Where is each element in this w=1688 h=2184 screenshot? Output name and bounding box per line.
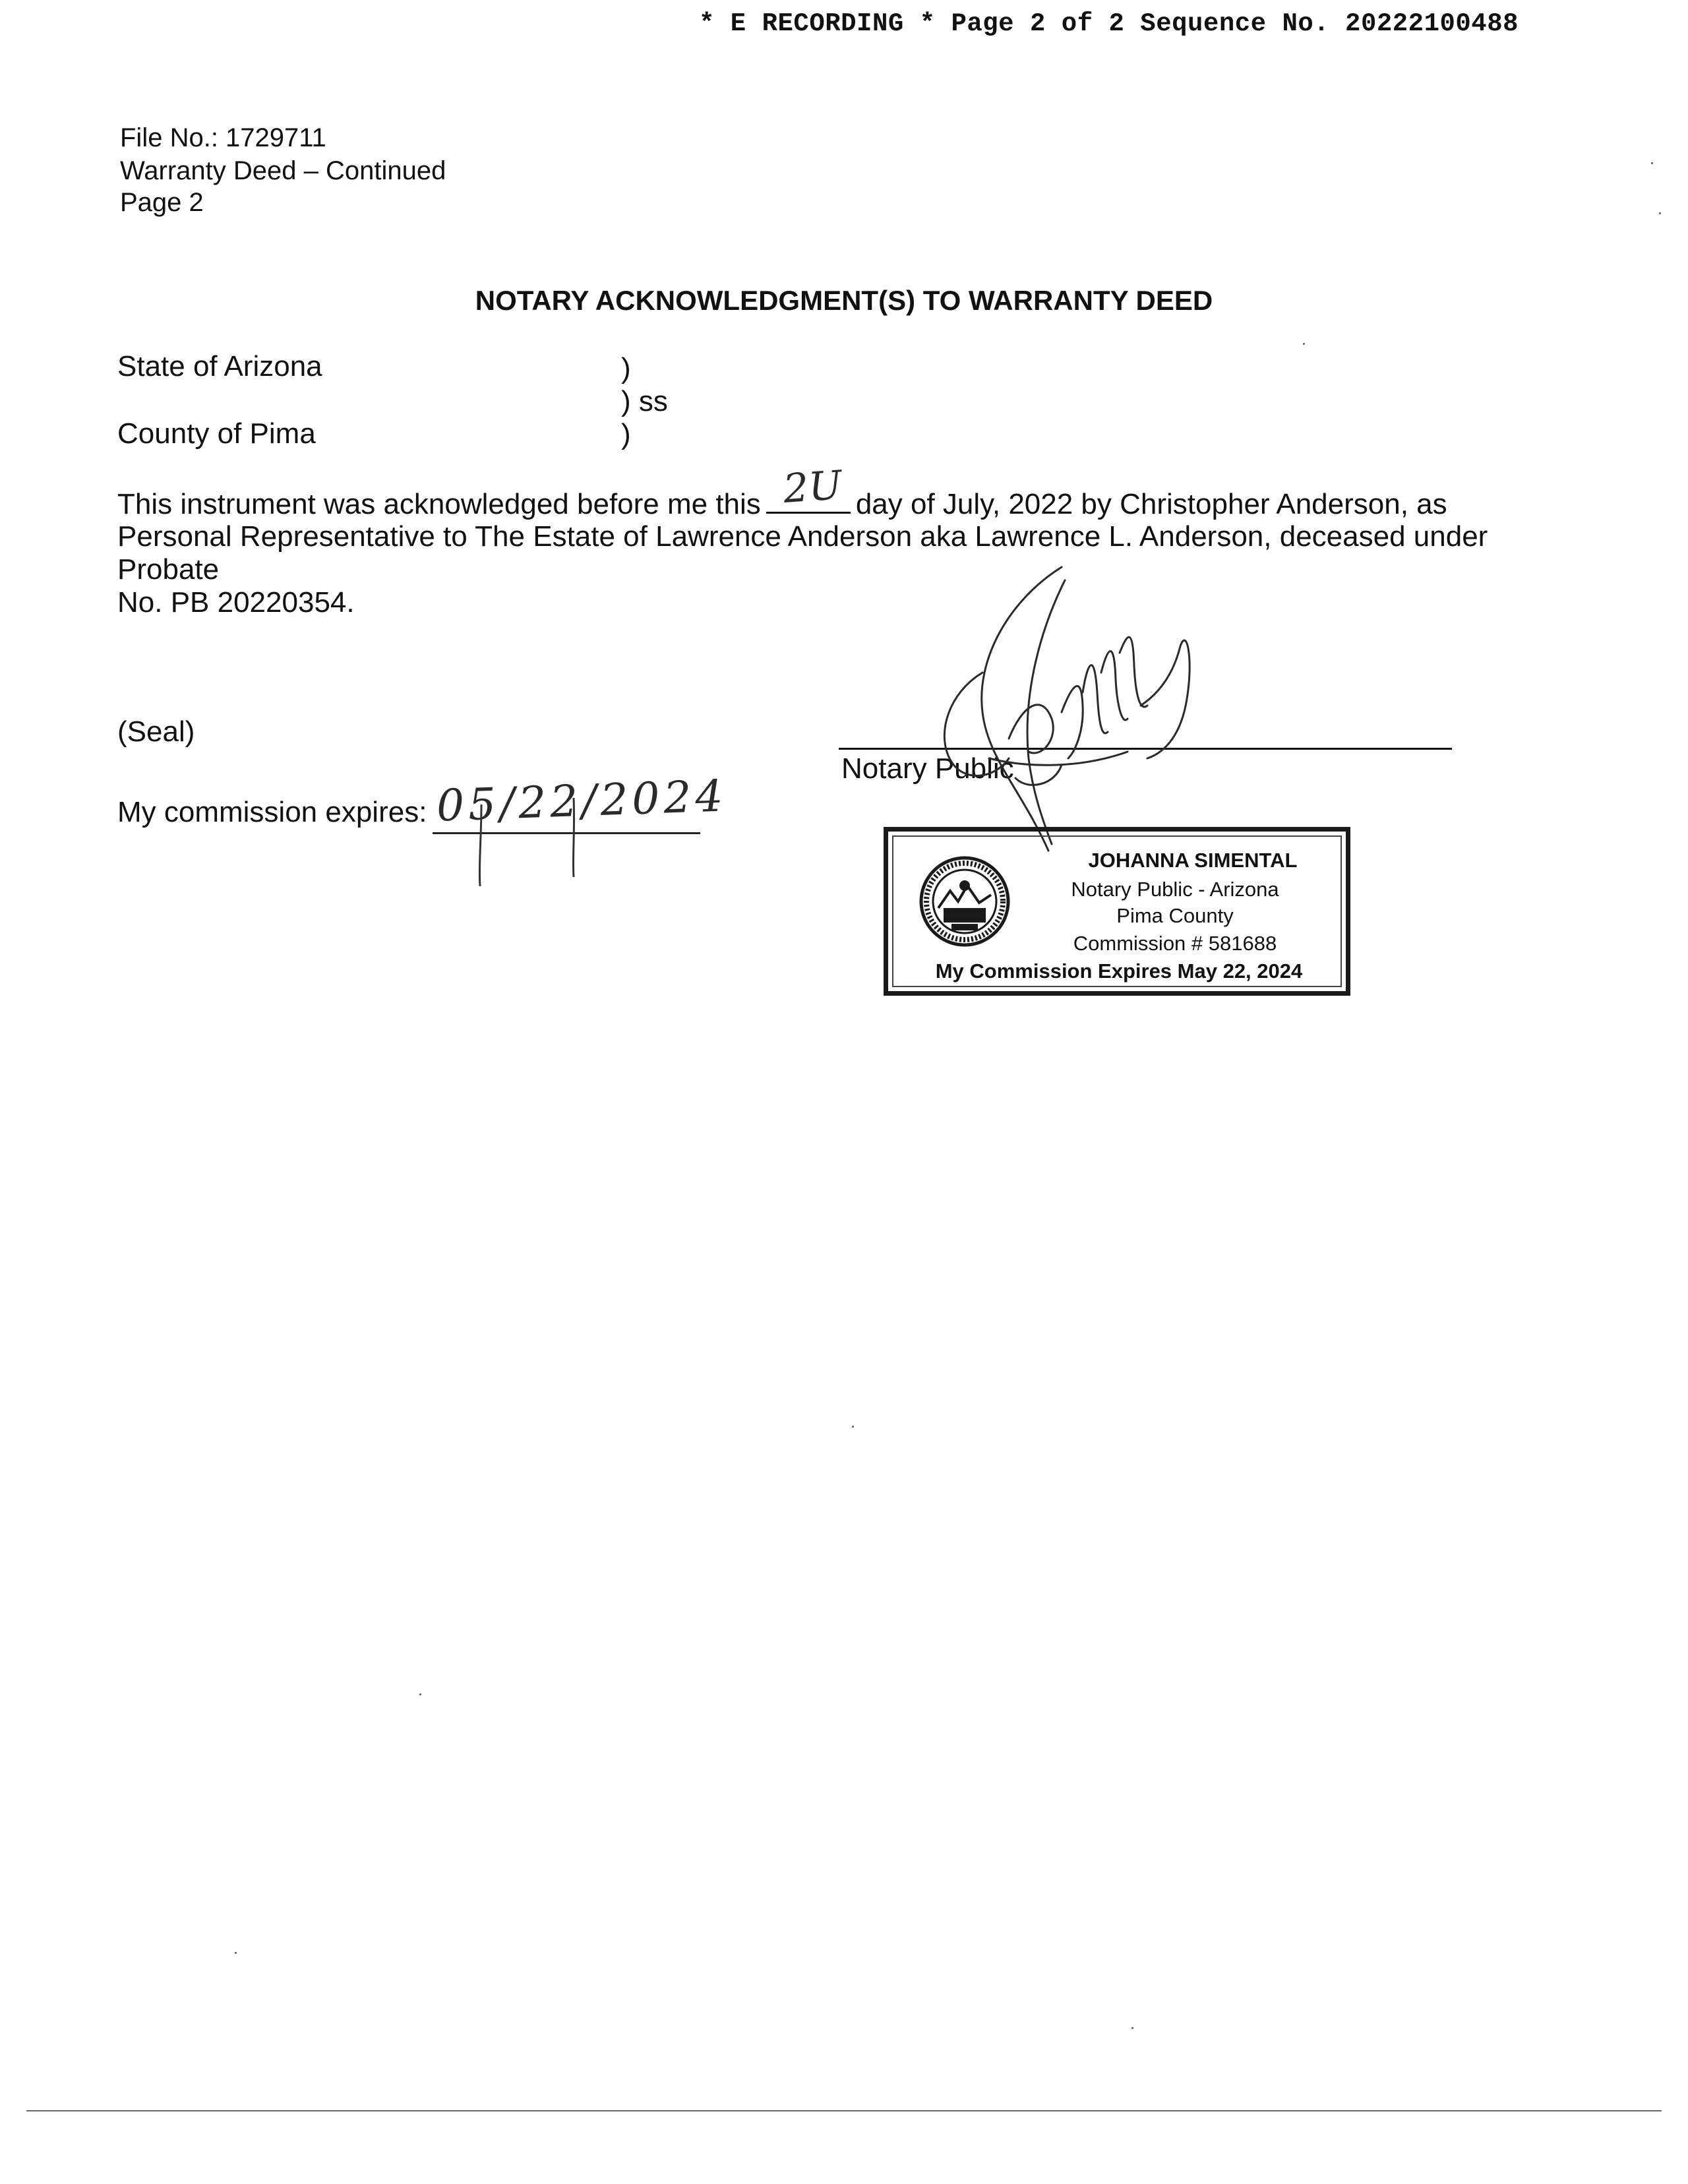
- ack-before-text: This instrument was acknowledged before me this: [117, 488, 761, 520]
- scan-speck: [852, 1426, 854, 1428]
- acknowledgment-line-2: Personal Representative to The Estate of Lawrence Anderson aka Lawrence L. Anderson, deceased under: [117, 520, 1488, 553]
- scan-speck: [1651, 162, 1653, 164]
- recording-header: * E RECORDING * Page 2 of 2 Sequence No. 20222100488: [699, 9, 1519, 38]
- handwritten-day: 2U: [781, 462, 844, 513]
- venue-state: State of Arizona: [117, 350, 322, 382]
- scan-speck: [1659, 212, 1661, 214]
- handwritten-expiration-date: 05/22/2024: [435, 770, 728, 832]
- stamp-notary-name: JOHANNA SIMENTAL: [1088, 849, 1298, 872]
- acknowledgment-line-3: Probate: [117, 553, 220, 586]
- ack-after-text: day of July, 2022 by Christopher Anderson, as: [855, 488, 1447, 520]
- document-title: NOTARY ACKNOWLEDGMENT(S) TO WARRANTY DEED: [475, 285, 1213, 316]
- acknowledgment-line-1: [117, 485, 1447, 522]
- seal-label: (Seal): [117, 715, 195, 748]
- venue-ss: ) ss: [621, 385, 668, 417]
- venue-county: County of Pima: [117, 417, 316, 450]
- acknowledgment-line-4: No. PB 20220354.: [117, 586, 355, 619]
- stamp-notary-title: Notary Public - Arizona: [1071, 878, 1279, 901]
- file-number: File No.: 1729711: [120, 123, 326, 152]
- stamp-county: Pima County: [1116, 904, 1234, 927]
- venue-paren-bottom: ): [621, 418, 631, 450]
- scan-speck: [419, 1693, 421, 1695]
- footer-rule: [26, 2110, 1662, 2111]
- arizona-state-seal-icon: [919, 855, 1011, 948]
- notary-public-label: Notary Public: [841, 752, 1014, 785]
- notary-stamp: [884, 827, 1350, 996]
- commission-expires-label: My commission expires:: [117, 796, 427, 828]
- scan-speck: [1303, 343, 1305, 345]
- notary-signature: [910, 541, 1213, 857]
- deed-continued-label: Warranty Deed – Continued: [120, 156, 446, 185]
- page-number-label: Page 2: [120, 188, 204, 217]
- scan-speck: [235, 1952, 237, 1954]
- stamp-commission-number: Commission # 581688: [1073, 932, 1277, 955]
- date-pen-strokes: [462, 778, 593, 890]
- scan-speck: [1131, 2027, 1133, 2029]
- stamp-expiration: My Commission Expires May 22, 2024: [935, 959, 1303, 983]
- venue-paren-top: ): [621, 352, 631, 384]
